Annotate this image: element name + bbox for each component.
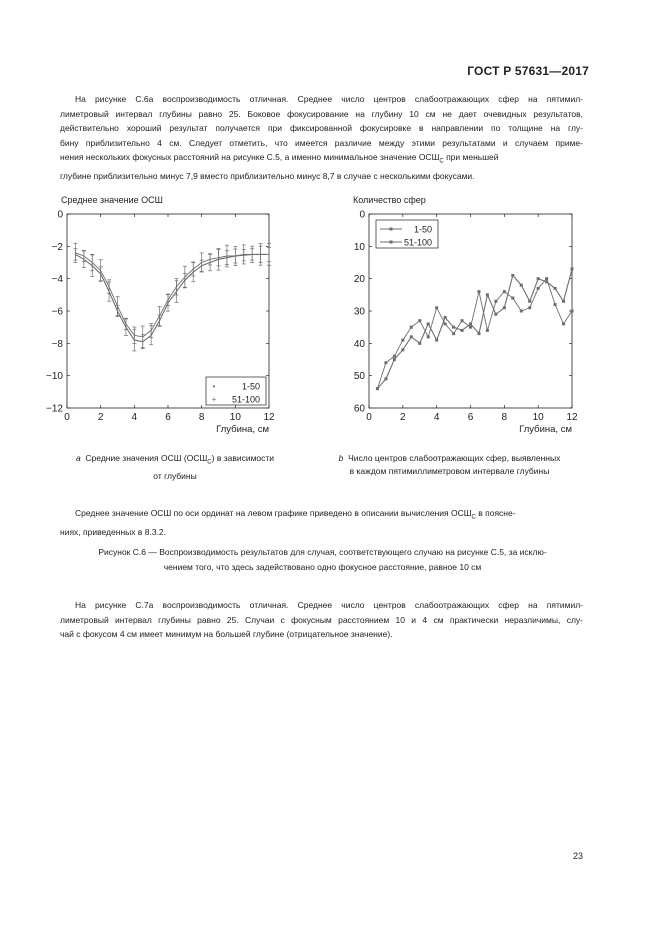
y-tick-label: −10	[46, 371, 63, 383]
data-point	[520, 310, 523, 313]
data-point	[537, 287, 540, 290]
x-tick-label: 8	[198, 412, 205, 423]
caption-letter: a	[75, 453, 81, 463]
y-tick-label: 30	[353, 306, 365, 318]
legend-label: 1-50	[241, 381, 260, 392]
data-point	[571, 267, 574, 270]
data-point	[486, 293, 489, 296]
x-tick-label: 4	[131, 412, 138, 423]
y-tick-label: 0	[359, 209, 365, 221]
data-point	[477, 290, 480, 293]
outro-paragraph	[60, 598, 583, 642]
data-point	[562, 322, 565, 325]
data-point	[461, 329, 464, 332]
data-point	[410, 335, 413, 338]
text-fragment: Среднее значение ОСШ по оси ординат на левом графике приведено в описании вычисления ОСШ	[75, 508, 472, 518]
legend-label: 51-100	[403, 237, 432, 248]
data-point	[452, 326, 455, 329]
y-tick-label: 50	[353, 371, 365, 383]
intro-paragraph	[60, 92, 583, 184]
caption-text: в каждом пятимиллиметровом интервале глубины	[349, 466, 550, 476]
y-tick-label: 20	[353, 274, 365, 286]
text-line: Рисунок С.6 — Воспроизводимость результатов для случая, соответствующего случаю на рисунке С.5, за исклю-	[98, 547, 547, 557]
document-header: ГОСТ Р 57631—2017	[467, 64, 589, 78]
data-point	[494, 300, 497, 303]
series-line-51-100	[378, 279, 573, 389]
y-tick-label: −6	[51, 306, 63, 318]
y-tick-label: −8	[51, 338, 63, 350]
x-tick-label: 2	[400, 412, 406, 423]
text-line	[60, 150, 583, 169]
subscript: C	[471, 514, 476, 521]
x-tick-label: 2	[97, 412, 104, 423]
series-line-1-50	[378, 269, 573, 389]
data-point	[503, 306, 506, 309]
legend-marker: •	[212, 382, 216, 391]
data-point	[562, 300, 565, 303]
y-tick-label: −12	[46, 403, 63, 415]
text-line: лиметровый интервал глубины равно 25. Случаи с фокусным расстоянием 10 и 4 см практически неразличимы, слу-	[60, 614, 583, 625]
text-line	[60, 506, 583, 525]
series-line-51-100	[75, 253, 269, 337]
subscript: C	[207, 459, 212, 466]
data-point	[571, 310, 574, 313]
data-point	[537, 277, 540, 280]
data-point	[528, 300, 531, 303]
data-point	[554, 287, 557, 290]
data-point	[528, 306, 531, 309]
data-point	[393, 355, 396, 358]
legend-label: 51-100	[231, 394, 260, 405]
data-point	[511, 274, 514, 277]
x-tick-label: 8	[501, 412, 508, 423]
legend-label: 1-50	[413, 224, 432, 235]
x-tick-label: 0	[64, 412, 70, 423]
data-point	[427, 335, 430, 338]
x-tick-label: 4	[433, 412, 440, 423]
text-line: ниях, приведенных в 8.3.2.	[60, 527, 166, 538]
caption-text: Средние значения ОСШ (ОСШ	[85, 453, 208, 463]
text-line: действительно хороший результат получается при фиксированной фокусировке в направлении по толщине на глу-	[60, 123, 583, 133]
data-point	[435, 306, 438, 309]
x-tick-label: 10	[532, 412, 544, 423]
data-point	[461, 319, 464, 322]
y-tick-label: 0	[57, 209, 63, 221]
text-line: глубине приблизительно минус 7,9 вместо приблизительно минус 8,7 в случае с несколькими фокусами.	[60, 171, 475, 182]
data-point	[427, 322, 430, 325]
chart-b-title: Количество сфер	[353, 195, 426, 205]
x-tick-label: 10	[229, 412, 241, 423]
data-point	[444, 322, 447, 325]
data-point	[452, 332, 455, 335]
text-fragment: нения нескольких фокусных расстояний на рисунке С.5, а именно минимальное значение ОСШ	[60, 152, 440, 162]
chart-b	[330, 205, 590, 445]
data-point	[477, 332, 480, 335]
data-point	[503, 290, 506, 293]
page-number: 23	[572, 851, 583, 861]
caption-text: от глубины	[153, 470, 197, 481]
legend-marker: +	[211, 395, 217, 404]
legend-marker	[390, 241, 393, 244]
data-point	[401, 348, 404, 351]
y-tick-label: 60	[353, 403, 365, 415]
y-tick-label: 10	[353, 241, 365, 253]
caption-b	[312, 452, 587, 478]
chart-a	[30, 205, 290, 445]
text-line: чением того, что здесь задействовано одно фокусное расстояние, равное 10 см	[163, 561, 482, 572]
text-line: На рисунке С.7а воспроизводимость отличная. Среднее число центров слабоотражающих сфер на пятимил-	[75, 600, 583, 610]
data-point	[384, 377, 387, 380]
text-line: бину приблизительно 4 см. Следует отметить, что имеется различие между этими результатами и случаем приме-	[60, 137, 583, 148]
y-tick-label: −4	[51, 274, 63, 286]
x-tick-label: 6	[165, 412, 171, 423]
data-point	[418, 342, 421, 345]
caption-letter: b	[338, 453, 344, 463]
data-point	[494, 313, 497, 316]
text-line: чай с фокусом 4 см имеет минимум на большей глубине (отрицательное значение).	[60, 629, 393, 639]
y-tick-label: −2	[51, 241, 63, 253]
series-line-1-50	[75, 254, 269, 341]
note-paragraph	[60, 506, 583, 540]
data-point	[376, 387, 379, 390]
text-fragment: при меньшей	[443, 152, 499, 162]
data-point	[486, 329, 489, 332]
text-fragment: в поясне-	[475, 508, 516, 518]
figure-caption	[50, 545, 595, 574]
data-point	[554, 303, 557, 306]
x-tick-label: 12	[263, 412, 275, 423]
data-point	[384, 361, 387, 364]
x-axis-label: Глубина, см	[519, 424, 572, 435]
data-point	[410, 326, 413, 329]
x-tick-label: 12	[566, 412, 578, 423]
x-tick-label: 0	[366, 412, 372, 423]
data-point	[520, 284, 523, 287]
data-point	[469, 326, 472, 329]
data-point	[401, 339, 404, 342]
x-axis-label: Глубина, см	[216, 424, 269, 435]
data-point	[511, 297, 514, 300]
text-line: лиметровый интервал глубины равно 25. Боковое фокусирование на глубину 10 см не дает очевидных результатов,	[60, 108, 583, 119]
data-point	[435, 339, 438, 342]
data-point	[444, 316, 447, 319]
legend-marker	[390, 228, 393, 231]
data-point	[393, 358, 396, 361]
caption-text: ) в зависимости	[211, 453, 275, 463]
caption-a	[55, 452, 295, 483]
chart-a-title: Среднее значение ОСШ	[61, 195, 163, 205]
subscript: C	[439, 158, 444, 165]
data-point	[418, 319, 421, 322]
data-point	[545, 277, 548, 280]
y-tick-label: 40	[353, 338, 365, 350]
x-tick-label: 6	[467, 412, 474, 423]
text-line: На рисунке С.6а воспроизводимость отличная. Среднее число центров слабоотражающих сфер на пятимил-	[75, 94, 583, 104]
caption-text: Число центров слабоотражающих сфер, выявленных	[348, 453, 561, 463]
